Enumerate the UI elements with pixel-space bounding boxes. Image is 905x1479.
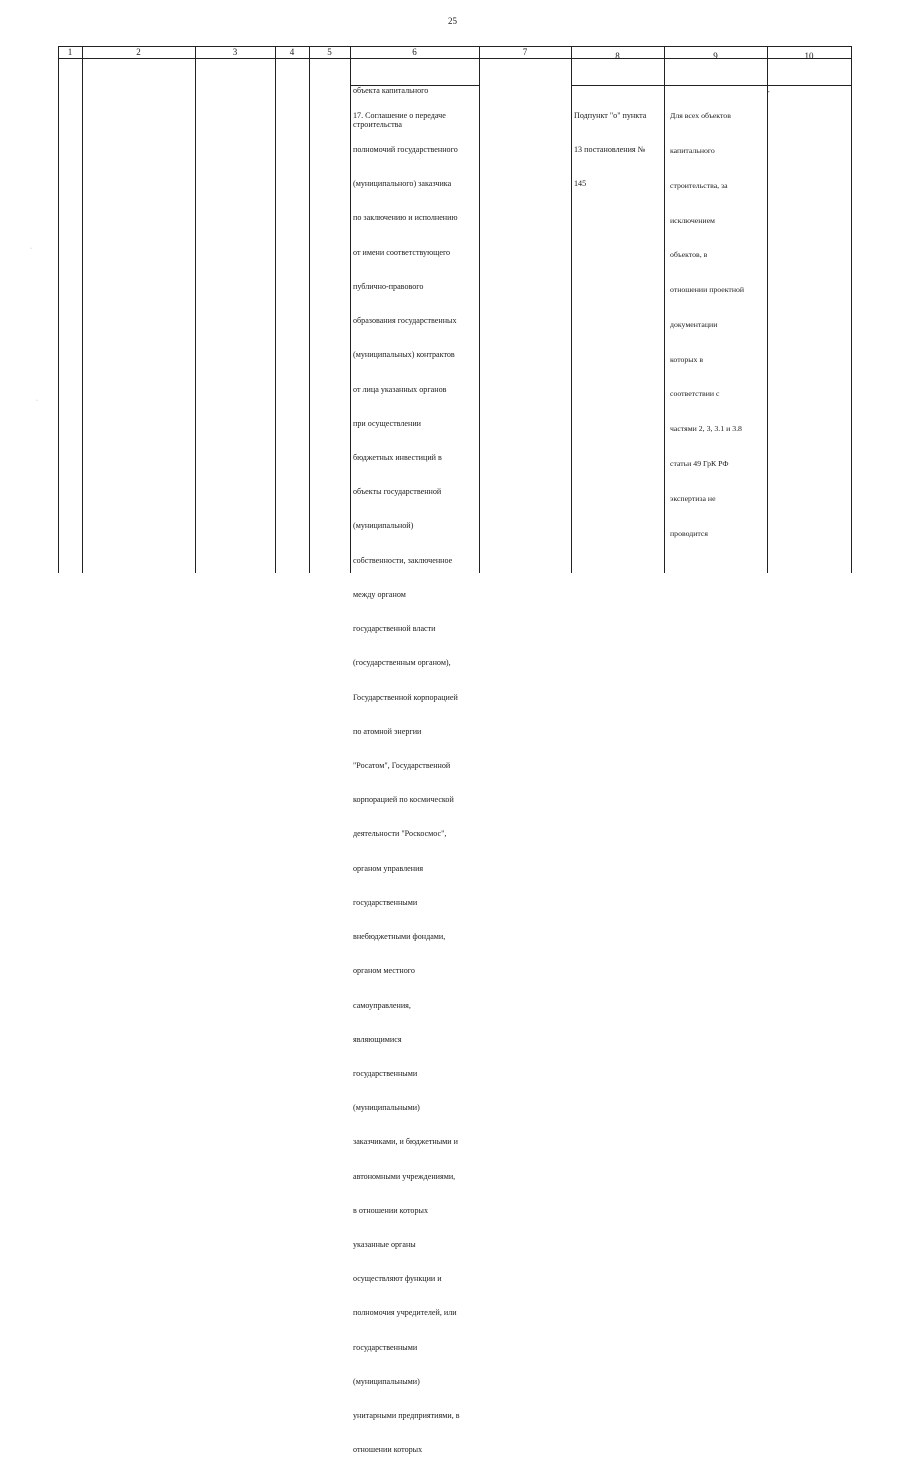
column-header-6: 6 xyxy=(412,47,417,57)
column-divider xyxy=(275,46,276,573)
scan-mark: · xyxy=(30,246,32,252)
row17-col10-text: - xyxy=(767,87,770,96)
column-divider xyxy=(479,46,480,573)
text-line: Для всех объектов xyxy=(670,111,731,121)
text-line: внебюджетными фондами, xyxy=(353,932,446,942)
text-line: документации xyxy=(670,319,718,329)
column-divider xyxy=(664,46,665,573)
page-number: 25 xyxy=(448,16,457,26)
text-line: Подпункт "о" пункта xyxy=(574,110,647,120)
text-line: исключением xyxy=(670,215,715,225)
text-line: самоуправления, xyxy=(353,1000,411,1010)
text-line: 17. Соглашение о передаче xyxy=(353,110,446,120)
text-line: объектов, в xyxy=(670,250,708,260)
text-line: заказчиками, и бюджетными и xyxy=(353,1137,458,1147)
text-line: являющимися xyxy=(353,1034,402,1044)
row17-col9-text xyxy=(670,87,744,562)
text-line: при осуществлении xyxy=(353,418,422,428)
table-border-right xyxy=(851,46,852,573)
column-header-3: 3 xyxy=(232,47,238,57)
column-divider xyxy=(309,46,310,573)
text-line: по заключению и исполнению xyxy=(353,213,458,223)
text-line: капитального xyxy=(670,145,715,155)
text-line: строительства, за xyxy=(670,180,728,190)
column-header-7: 7 xyxy=(522,47,528,57)
text-line: государственной власти xyxy=(353,624,436,634)
text-line: государственными xyxy=(353,1342,418,1352)
text-line: от имени соответствующего xyxy=(353,247,451,257)
column-divider xyxy=(767,46,768,573)
column-header-4: 4 xyxy=(289,47,295,57)
text-line: отношении которых xyxy=(353,1445,423,1455)
text-line: частями 2, 3, 3.1 и 3.8 xyxy=(670,424,742,434)
row-divider xyxy=(571,85,852,86)
text-line: (муниципальными) xyxy=(353,1103,420,1113)
text-line: по атомной энергии xyxy=(353,726,422,736)
text-line: проводится xyxy=(670,528,708,538)
column-header-10: 10 xyxy=(804,51,814,61)
column-header-5: 5 xyxy=(327,47,332,57)
text-line: соответствии с xyxy=(670,389,720,399)
column-header-1: 1 xyxy=(67,47,73,57)
text-line: 13 постановления № xyxy=(574,145,646,155)
text-line: осуществляют функции и xyxy=(353,1274,442,1284)
column-divider xyxy=(82,46,83,573)
text-line: строительства xyxy=(353,120,402,130)
text-line: органом местного xyxy=(353,966,415,976)
text-line: в отношении которых xyxy=(353,1205,429,1215)
row17-col8-text xyxy=(574,87,646,212)
text-line: отношении проектной xyxy=(670,285,745,295)
text-line: объекта капитального xyxy=(353,85,429,95)
text-line: "Росатом", Государственной xyxy=(353,760,451,770)
column-header-8: 8 xyxy=(615,51,620,61)
column-divider xyxy=(571,46,572,573)
text-line: унитарными предприятиями, в xyxy=(353,1411,460,1421)
table-border-left xyxy=(58,46,59,573)
text-line: (муниципальных) контрактов xyxy=(353,350,455,360)
text-line: государственными xyxy=(353,1068,418,1078)
requirements-table xyxy=(58,46,853,1455)
text-line: государственными xyxy=(353,897,418,907)
text-line: корпорацией по космической xyxy=(353,795,454,805)
text-line: (муниципального) заказчика xyxy=(353,179,452,189)
text-line: 145 xyxy=(574,179,587,189)
text-line: Государственной корпорацией xyxy=(353,692,458,702)
text-line: указанные органы xyxy=(353,1240,416,1250)
text-line: автономными учреждениями, xyxy=(353,1171,456,1181)
text-line: деятельности "Роскосмос", xyxy=(353,829,447,839)
column-divider xyxy=(195,46,196,573)
text-line: (государственным органом), xyxy=(353,658,451,668)
text-line: экспертиза не xyxy=(670,493,716,503)
text-line: статьи 49 ГрК РФ xyxy=(670,459,729,468)
text-line: образования государственных xyxy=(353,316,457,326)
column-header-9: 9 xyxy=(713,51,718,61)
row17-col6-text xyxy=(353,87,460,1479)
scan-mark: · xyxy=(36,398,38,404)
text-line: (муниципальными) xyxy=(353,1376,420,1386)
text-line: (муниципальной) xyxy=(353,521,414,531)
text-line: бюджетных инвестиций в xyxy=(353,453,442,462)
text-line: собственности, заключенное xyxy=(353,555,453,565)
text-line: которых в xyxy=(670,354,704,364)
text-line: от лица указанных органов xyxy=(353,384,447,394)
text-line: между органом xyxy=(353,589,406,599)
text-line: публично-правового xyxy=(353,281,424,291)
column-divider xyxy=(350,46,351,573)
text-line: полномочия учредителей, или xyxy=(353,1308,457,1318)
text-line: полномочий государственного xyxy=(353,145,458,155)
text-line: объекты государственной xyxy=(353,487,442,497)
text-line: органом управления xyxy=(353,863,424,873)
column-header-2: 2 xyxy=(136,47,141,57)
